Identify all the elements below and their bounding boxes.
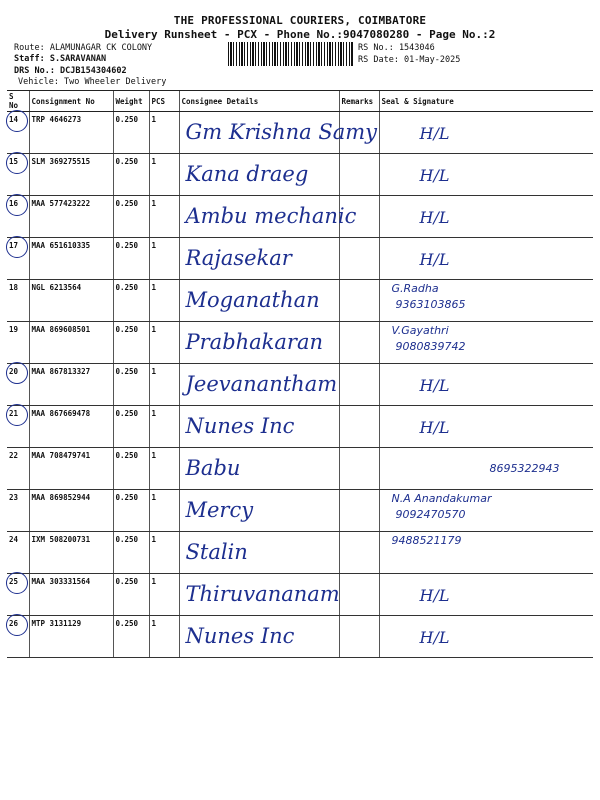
weight: 0.250 [113, 280, 149, 322]
consignee-handwritten-name: Mercy [185, 498, 254, 522]
consignee-handwritten-name: Thiruvananam [185, 582, 340, 606]
hand-drawn-circle-icon [6, 152, 28, 174]
signature-note: 9488521179 [391, 534, 462, 547]
table-row [7, 616, 593, 658]
serial-number-text: 25 [9, 577, 19, 586]
consignment-number: MAA 867669478 [29, 406, 113, 448]
document-subtitle: Delivery Runsheet - PCX - Phone No.:9047080280 - Page No.:2 [104, 28, 496, 41]
serial-number-text: 16 [9, 199, 19, 208]
seal-text: H/L [419, 628, 450, 647]
weight: 0.250 [113, 616, 149, 658]
table-row [7, 490, 593, 532]
pieces: 1 [149, 532, 179, 574]
weight: 0.250 [113, 406, 149, 448]
table-row [7, 574, 593, 616]
serial-number [7, 490, 29, 532]
table-header-row [7, 91, 593, 112]
seal-signature [379, 154, 593, 196]
serial-number [7, 322, 29, 364]
seal-signature [379, 490, 593, 532]
serial-number [7, 196, 29, 238]
table-row [7, 154, 593, 196]
seal-text: H/L [419, 124, 450, 143]
weight: 0.250 [113, 490, 149, 532]
table-row [7, 448, 593, 490]
seal-signature [379, 364, 593, 406]
weight: 0.250 [113, 196, 149, 238]
seal-signature [379, 532, 593, 574]
serial-number [7, 448, 29, 490]
table-row [7, 280, 593, 322]
remarks [339, 154, 379, 196]
consignee-handwritten-name: Rajasekar [185, 246, 292, 270]
consignment-number: MTP 3131129 [29, 616, 113, 658]
table-row [7, 238, 593, 280]
serial-number-text: 17 [9, 241, 19, 250]
drs-number: DRS No.: DCJB154304602 [14, 66, 127, 76]
remarks [339, 448, 379, 490]
column-header: S No [7, 91, 29, 112]
seal-signature [379, 112, 593, 154]
column-header: Consignee Details [179, 91, 339, 112]
serial-number [7, 238, 29, 280]
serial-number-text: 26 [9, 619, 19, 628]
pieces: 1 [149, 490, 179, 532]
column-header: Seal & Signature [379, 91, 593, 112]
consignee-details [179, 406, 339, 448]
consignment-number: MAA 577423222 [29, 196, 113, 238]
weight: 0.250 [113, 364, 149, 406]
consignee-handwritten-name: Nunes Inc [185, 414, 295, 438]
seal-signature [379, 448, 593, 490]
signature-phone: 9363103865 [395, 298, 466, 311]
serial-number-text: 19 [9, 325, 19, 334]
consignment-number: IXM 508200731 [29, 532, 113, 574]
table-row [7, 532, 593, 574]
consignee-details [179, 154, 339, 196]
consignee-handwritten-name: Nunes Inc [185, 624, 295, 648]
weight: 0.250 [113, 238, 149, 280]
remarks [339, 322, 379, 364]
pieces: 1 [149, 364, 179, 406]
signature-note: N.A Anandakumar [391, 492, 492, 505]
route-label: Route: ALAMUNAGAR CK COLONY [14, 43, 153, 53]
consignee-handwritten-name: Stalin [185, 540, 248, 564]
consignee-handwritten-name: Babu [185, 456, 241, 480]
pieces: 1 [149, 154, 179, 196]
remarks [339, 532, 379, 574]
consignee-details [179, 490, 339, 532]
signature-note: G.Radha [391, 282, 439, 295]
serial-number-text: 15 [9, 157, 19, 166]
serial-number [7, 532, 29, 574]
seal-signature [379, 196, 593, 238]
consignee-details [179, 448, 339, 490]
remarks [339, 574, 379, 616]
consignment-number: MAA 708479741 [29, 448, 113, 490]
consignment-number: SLM 369275515 [29, 154, 113, 196]
consignee-handwritten-name: Ambu mechanic [185, 204, 357, 228]
consignee-details [179, 112, 378, 154]
seal-text: H/L [419, 208, 450, 227]
consignee-details [179, 322, 339, 364]
consignee-details [179, 616, 339, 658]
hand-drawn-circle-icon [6, 572, 28, 594]
serial-number [7, 574, 29, 616]
serial-number-text: 21 [9, 409, 19, 418]
serial-number [7, 112, 29, 154]
rs-number: RS No.: 1543046 [358, 43, 435, 53]
column-header: Consignment No [29, 91, 113, 112]
weight: 0.250 [113, 154, 149, 196]
signature-phone: 9092470570 [395, 508, 466, 521]
pieces: 1 [149, 448, 179, 490]
pieces: 1 [149, 616, 179, 658]
weight: 0.250 [113, 532, 149, 574]
rs-date: RS Date: 01-May-2025 [358, 55, 461, 65]
seal-text: H/L [419, 376, 450, 395]
column-header: Remarks [339, 91, 379, 112]
seal-signature [379, 406, 593, 448]
signature-phone: 9080839742 [395, 340, 466, 353]
table-row [7, 364, 593, 406]
remarks [339, 238, 379, 280]
remarks [339, 280, 379, 322]
consignee-details [179, 532, 339, 574]
consignee-handwritten-name: Prabhakaran [185, 330, 324, 354]
table-row [7, 112, 593, 154]
serial-number [7, 406, 29, 448]
remarks [339, 364, 379, 406]
document-title: THE PROFESSIONAL COURIERS, COIMBATORE [173, 14, 427, 27]
consignment-number: MAA 867813327 [29, 364, 113, 406]
seal-signature [379, 280, 593, 322]
hand-drawn-circle-icon [6, 194, 28, 216]
serial-number-text: 22 [9, 451, 19, 460]
seal-signature [379, 616, 593, 658]
hand-drawn-circle-icon [6, 236, 28, 258]
serial-number [7, 616, 29, 658]
consignment-number: TRP 4646273 [29, 112, 113, 154]
hand-drawn-circle-icon [6, 404, 28, 426]
consignee-details [179, 364, 339, 406]
signature-phone: 8695322943 [489, 462, 560, 475]
pieces: 1 [149, 112, 179, 154]
consignee-handwritten-name: Moganathan [185, 288, 320, 312]
consignee-details [179, 574, 339, 616]
consignee-handwritten-name: Jeevanantham [185, 372, 338, 396]
remarks [339, 406, 379, 448]
weight: 0.250 [113, 574, 149, 616]
consignment-number: MAA 651610335 [29, 238, 113, 280]
consignment-number: MAA 303331564 [29, 574, 113, 616]
table-row [7, 196, 593, 238]
seal-signature [379, 322, 593, 364]
pieces: 1 [149, 196, 179, 238]
weight: 0.250 [113, 322, 149, 364]
serial-number [7, 364, 29, 406]
serial-number-text: 20 [9, 367, 19, 376]
serial-number-text: 24 [9, 535, 19, 544]
serial-number-text: 23 [9, 493, 19, 502]
pieces: 1 [149, 322, 179, 364]
table-row [7, 406, 593, 448]
pieces: 1 [149, 406, 179, 448]
seal-text: H/L [419, 166, 450, 185]
remarks [339, 490, 379, 532]
seal-text: H/L [419, 250, 450, 269]
signature-note: V.Gayathri [391, 324, 449, 337]
weight: 0.250 [113, 112, 149, 154]
consignment-number: NGL 6213564 [29, 280, 113, 322]
hand-drawn-circle-icon [6, 110, 28, 132]
column-header: PCS [149, 91, 179, 112]
consignee-details [179, 238, 339, 280]
vehicle-label: Vehicle: Two Wheeler Delivery [18, 77, 167, 87]
consignment-number: MAA 869608501 [29, 322, 113, 364]
serial-number-text: 18 [9, 283, 19, 292]
barcode-icon [228, 42, 353, 66]
serial-number [7, 154, 29, 196]
pieces: 1 [149, 238, 179, 280]
staff-label: Staff: S.SARAVANAN [14, 54, 107, 64]
pieces: 1 [149, 280, 179, 322]
serial-number-text: 14 [9, 115, 19, 124]
seal-text: H/L [419, 418, 450, 437]
consignee-handwritten-name: Kana draeg [185, 162, 309, 186]
seal-text: H/L [419, 586, 450, 605]
seal-signature [379, 574, 593, 616]
consignment-number: MAA 869852944 [29, 490, 113, 532]
hand-drawn-circle-icon [6, 362, 28, 384]
serial-number [7, 280, 29, 322]
column-header: Weight [113, 91, 149, 112]
runsheet-table [7, 90, 593, 658]
pieces: 1 [149, 574, 179, 616]
seal-signature [379, 238, 593, 280]
consignee-handwritten-name: Gm Krishna Samy [185, 120, 378, 144]
weight: 0.250 [113, 448, 149, 490]
hand-drawn-circle-icon [6, 614, 28, 636]
table-row [7, 322, 593, 364]
remarks [339, 616, 379, 658]
consignee-details [179, 196, 357, 238]
consignee-details [179, 280, 339, 322]
